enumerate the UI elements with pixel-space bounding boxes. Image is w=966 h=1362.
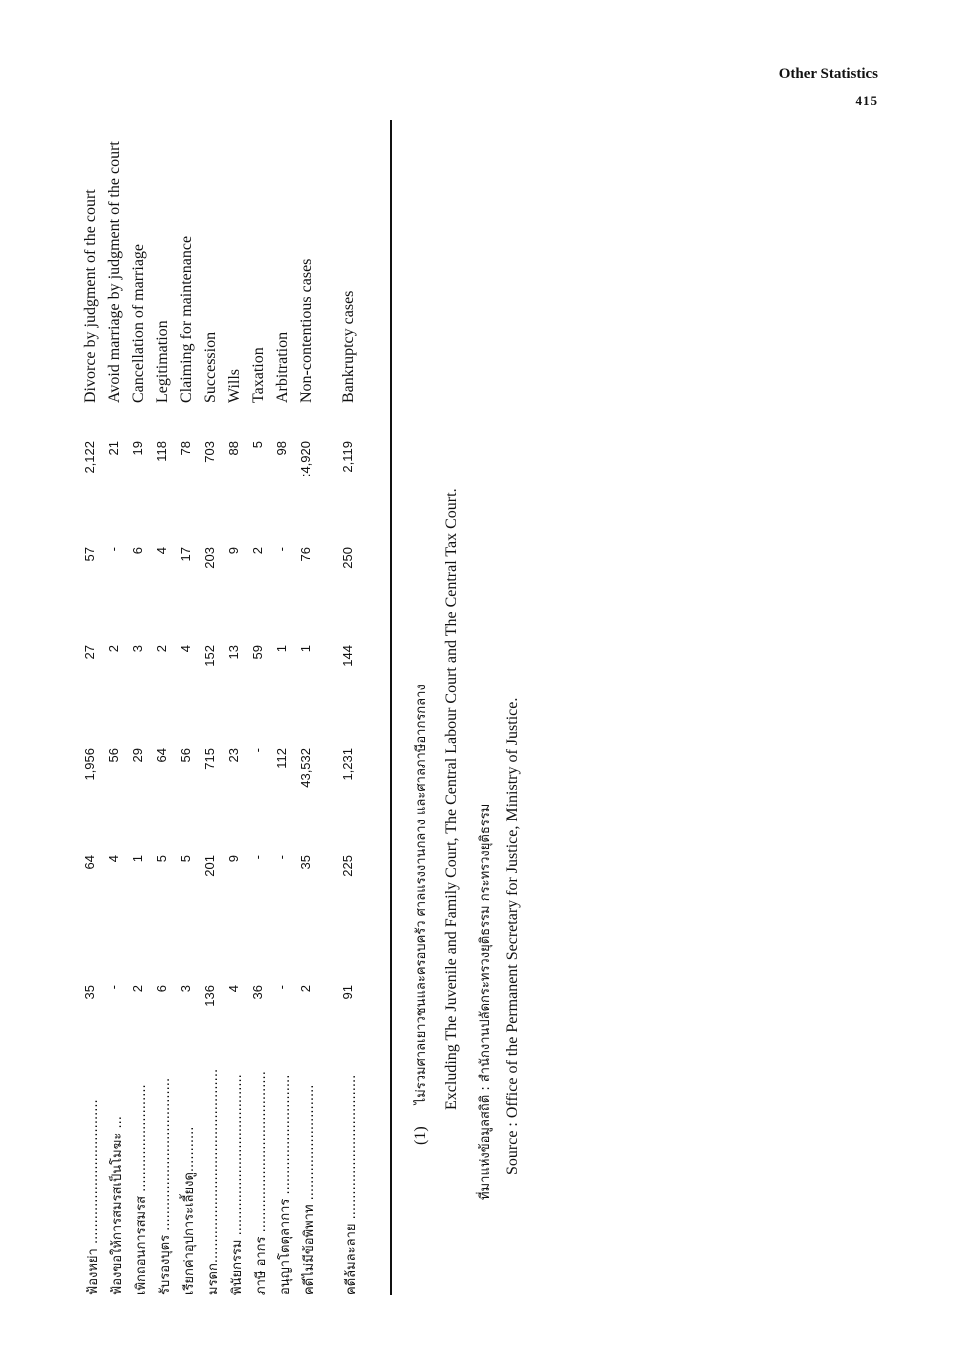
- row-label-thai: ฟ้องขอให้การสมรสเป็นโมฆะ ...: [110, 1116, 125, 1295]
- row-label-english: Legitimation: [154, 320, 171, 403]
- footnote-thai: ไม่รวมศาลเยาวชนและครอบครัว ศาลแรงงานกลาง และศาลภาษีอากรกลาง: [414, 684, 429, 1105]
- cell: 91: [340, 985, 355, 1000]
- cell: 3: [178, 985, 193, 993]
- source-thai: ที่มาแห่งข้อมูลสถิติ : สำนักงานปลัดกระทรวงยุติธรรม กระทรวงยุติธรรม: [478, 803, 493, 1200]
- cell: 1: [274, 645, 289, 653]
- row-label-english: Claiming for maintenance: [178, 235, 195, 403]
- cell: 56: [106, 748, 121, 763]
- cell: 6: [154, 985, 169, 993]
- cell: 152: [202, 645, 217, 667]
- row-label-thai: คดีไม่มีข้อพิพาท ............................: [302, 1084, 317, 1295]
- cell: 78: [178, 441, 193, 456]
- cell: 1,956: [82, 748, 97, 781]
- cell: 144: [340, 645, 355, 667]
- cell: 43,532: [298, 748, 313, 788]
- row-label-english: Avoid marriage by judgment of the court: [106, 141, 123, 403]
- cell: 225: [340, 855, 355, 877]
- cell: 2: [298, 985, 313, 993]
- source-english: Source : Office of the Permanent Secretary for Justice, Ministry of Justice.: [504, 697, 521, 1175]
- cell: 1: [298, 645, 313, 653]
- cell: 64: [154, 748, 169, 763]
- cell: 13: [226, 645, 241, 660]
- cell: 203: [202, 547, 217, 569]
- cell: :4,920: [298, 441, 313, 478]
- cell: 201: [202, 855, 217, 877]
- cell: 5: [178, 855, 193, 863]
- cell: 2: [250, 547, 265, 555]
- footnote-english: Excluding The Juvenile and Family Court, The Central Labour Court and The Central Tax Court.: [443, 488, 460, 1110]
- cell: 703: [202, 441, 217, 463]
- cell: 4: [226, 985, 241, 993]
- rotated-table-block: [78, 105, 598, 1295]
- cell: 98: [274, 441, 289, 456]
- row-label-english: Taxation: [250, 347, 267, 403]
- cell: 21: [106, 441, 121, 456]
- cell: 76: [298, 547, 313, 562]
- cell: 9: [226, 547, 241, 555]
- row-label-english: Wills: [226, 368, 243, 403]
- cell: 36: [250, 985, 265, 1000]
- cell: 2: [154, 645, 169, 653]
- page-number: 415: [855, 93, 878, 108]
- cell: 250: [340, 547, 355, 569]
- cell: 118: [154, 441, 169, 462]
- cell: 56: [178, 748, 193, 763]
- cell: -: [106, 985, 121, 990]
- cell: 59: [250, 645, 265, 660]
- cell: -: [106, 547, 121, 552]
- footnote-marker: (1): [412, 1126, 429, 1145]
- cell: 17: [178, 547, 193, 562]
- row-label-english: Arbitration: [274, 331, 291, 403]
- row-label-thai: คดีล้มละลาย ...................................: [344, 1074, 359, 1295]
- row-label-thai: รับรองบุตร .....................................: [158, 1077, 173, 1295]
- cell: 1: [130, 855, 145, 863]
- cell: -: [274, 855, 289, 860]
- row-label-english: Succession: [202, 331, 219, 403]
- cell: 2,119: [340, 441, 355, 473]
- section-title: Other Statistics: [778, 66, 878, 82]
- cell: 27: [82, 645, 97, 660]
- cell: 2: [130, 985, 145, 993]
- cell: 2: [106, 645, 121, 653]
- cell: 19: [130, 441, 145, 456]
- row-label-english: Divorce by judgment of the court: [82, 189, 99, 403]
- cell: 35: [298, 855, 313, 870]
- cell: 88: [226, 441, 241, 456]
- cell: 35: [82, 985, 97, 1000]
- row-label-thai: พินัยกรรม .......................................: [230, 1074, 245, 1295]
- row-label-thai: มรดก...............................................: [206, 1068, 221, 1295]
- cell: 4: [106, 855, 121, 863]
- row-label-thai: ฟ้องหย่า ...................................: [86, 1099, 101, 1295]
- cell: 136: [202, 985, 217, 1007]
- cell: 4: [178, 645, 193, 653]
- cell: 112: [274, 748, 289, 769]
- cell: -: [250, 748, 265, 753]
- row-label-english: Non-contentious cases: [298, 258, 315, 403]
- row-label-thai: เรียกค่าอุปการะเลี้ยงดู...........: [182, 1126, 197, 1295]
- table-bottom-rule: [390, 120, 392, 1295]
- cell: 23: [226, 748, 241, 763]
- cell: 57: [82, 547, 97, 562]
- cell: -: [274, 985, 289, 990]
- row-label-thai: ภาษี อากร .......................................: [254, 1071, 269, 1295]
- cell: 5: [154, 855, 169, 863]
- row-label-thai: อนุญาโตตุลาการ .............................: [278, 1074, 293, 1295]
- cell: 715: [202, 748, 217, 770]
- cell: -: [250, 855, 265, 860]
- row-label-thai: เพิกถอนการสมรส ..........................: [134, 1084, 149, 1295]
- cell: 9: [226, 855, 241, 863]
- cell: 4: [154, 547, 169, 555]
- footnote-thai-line: [410, 684, 431, 1145]
- cell: 6: [130, 547, 145, 555]
- cell: 3: [130, 645, 145, 653]
- cell: 5: [250, 441, 265, 449]
- cell: -: [274, 547, 289, 552]
- row-label-english: Bankruptcy cases: [340, 290, 357, 403]
- cell: 2,122: [82, 441, 97, 474]
- row-label-english: Cancellation of marriage: [130, 243, 147, 403]
- cell: 64: [82, 855, 97, 870]
- cell: 29: [130, 748, 145, 763]
- cell: 1,231: [340, 748, 355, 781]
